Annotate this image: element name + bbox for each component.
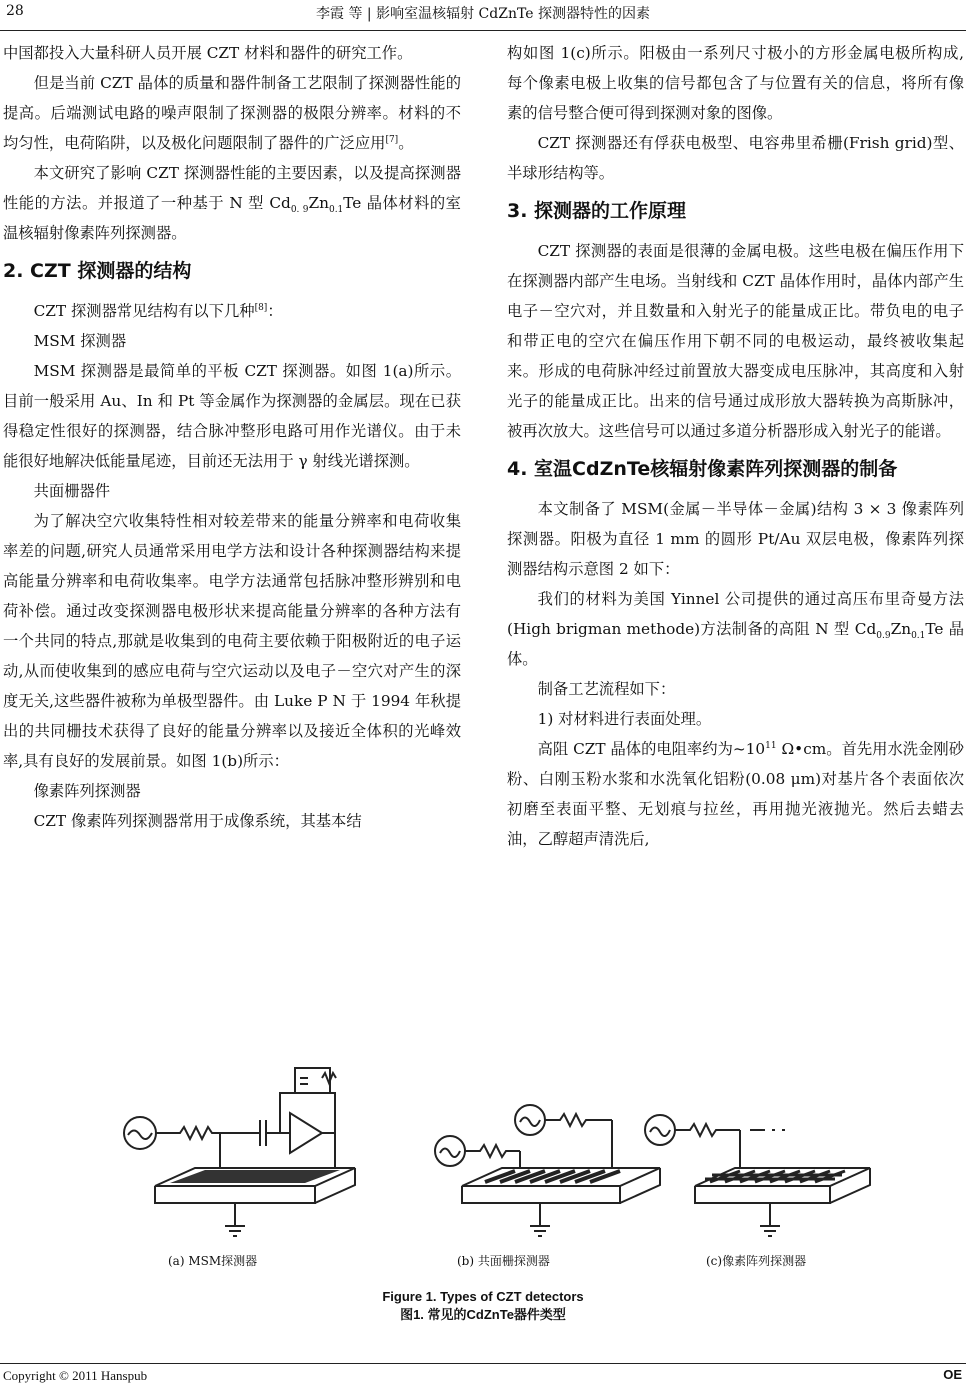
left-column bbox=[3, 38, 461, 836]
figure-title bbox=[0, 1288, 966, 1324]
msm-detector-diagram bbox=[124, 1068, 355, 1236]
list-item: 1) 对材料进行表面处理。 bbox=[537, 710, 712, 728]
page-number: 28 bbox=[6, 3, 24, 19]
right-column bbox=[507, 38, 964, 854]
paragraph: MSM 探测器是最简单的平板 CZT 探测器。如图 1(a)所示。目前一般采用 Au、In 和 Pt 等金属作为探测器的金属层。现在已获得稳定性很好的探测器，结合脉冲整形电路可用作光谱仪。由于未能很好地解决低能量尾迹，目前还无法用于 γ 射线光谱探测。 bbox=[3, 362, 461, 470]
paragraph: 本文制备了 MSM(金属－半导体－金属)结构 3 × 3 像素阵列探测器。阳极为直径 1 mm 的圆形 Pt/Au 双层电极，像素阵列探测器结构示意图 2 如下： bbox=[507, 500, 964, 578]
paragraph: 但是当前 CZT 晶体的质量和器件制备工艺限制了探测器性能的提高。后端测试电路的噪声限制了探测器的极限分辨率。材料的不均匀性，电荷陷阱，以及极化问题限制了器件的广泛应用[7]。 bbox=[3, 74, 461, 152]
paragraph: 我们的材料为美国 Yinnel 公司提供的通过高压布里奇曼方法(High brigman methode)方法制备的高阻 N 型 $Cd_{0.9}Zn_{0.1}Te$ 晶体。 bbox=[507, 590, 964, 668]
journal-abbrev: OE bbox=[943, 1367, 962, 1382]
section-heading: 4. 室温CdZnTe核辐射像素阵列探测器的制备 bbox=[507, 458, 898, 480]
page-footer bbox=[0, 1363, 966, 1387]
subheading: MSM 探测器 bbox=[33, 332, 127, 350]
pixel-array-detector-diagram bbox=[645, 1115, 870, 1236]
paragraph: 为了解决空穴收集特性相对较差带来的能量分辨率和电荷收集率差的问题,研究人员通常采用电学方法和设计各种探测器结构来提高能量分辨率和电荷收集率。电学方法通常包括脉冲整形辨别和电荷补偿。通过改变探测器电极形状来提高能量分辨率的各种方法有一个共同的特点,那就是收集到的电荷主要依赖于阳极附近的电子运动,从而使收集到的感应电荷与空穴运动以及电子－空穴对产生的深度无关,这些器件被称为单极型器件。由 Luke P N 于 1994 年秋提出的共同栅技术获得了良好的能量分辨率以及接近全体积的光峰效率,具有良好的发展前景。如图 1(b)所示： bbox=[3, 512, 461, 770]
page-header bbox=[0, 0, 966, 31]
paragraph: CZT 探测器的表面是很薄的金属电极。这些电极在偏压作用下在探测器内部产生电场。当射线和 CZT 晶体作用时，晶体内部产生电子－空穴对，并且数量和入射光子的能量成正比。带负电的电子和带正电的空穴在偏压作用下朝不同的电极运动，最终被收集起来。形成的电荷脉冲经过前置放大器变成电压脉冲，其高度和入射光子的能量成正比。出来的信号通过成形放大器转换为高斯脉冲，被再次放大。这些信号可以通过多道分析器形成入射光子的能谱。 bbox=[507, 242, 964, 440]
paragraph: 本文研究了影响 CZT 探测器性能的主要因素，以及提高探测器性能的方法。并报道了一种基于 N 型 $Cd_{0. 9}Zn_{0.1}Te$ 晶体材料的室温核辐射像素阵列探测器。 bbox=[3, 164, 461, 242]
citation: [8] bbox=[254, 302, 268, 313]
section-heading: 3. 探测器的工作原理 bbox=[507, 200, 687, 222]
paragraph: 构如图 1(c)所示。阳极由一系列尺寸极小的方形金属电极所构成, 每个像素电极上收集的信号都包含了与位置有关的信息，将所有像素的信号整合便可得到探测对象的图像。 bbox=[507, 44, 964, 122]
paragraph: CZT 像素阵列探测器常用于成像系统，其基本结 bbox=[33, 812, 362, 830]
section-heading: 2. CZT 探测器的结构 bbox=[3, 260, 192, 282]
subheading: 像素阵列探测器 bbox=[33, 782, 141, 800]
paragraph: 中国都投入大量科研人员开展 CZT 材料和器件的研究工作。 bbox=[3, 44, 413, 62]
figure-title-en: Figure 1. Types of CZT detectors bbox=[382, 1289, 584, 1304]
running-title: 李霞 等 | 影响室温核辐射 CdZnTe 探测器特性的因素 bbox=[316, 6, 650, 22]
paragraph: 制备工艺流程如下： bbox=[537, 680, 676, 698]
paragraph: CZT 探测器还有俘获电极型、电容弗里希栅(Frish grid)型、半球形结构等。 bbox=[507, 134, 964, 182]
detector-figure bbox=[100, 1058, 880, 1248]
paragraph: CZT 探测器常见结构有以下几种[8]： bbox=[33, 302, 283, 320]
caption-b: (b) 共面栅探测器 bbox=[457, 1254, 550, 1268]
copyright: Copyright © 2011 Hanspub bbox=[3, 1368, 148, 1383]
coplanar-grid-detector-diagram bbox=[435, 1105, 660, 1236]
paragraph: 高阻 CZT 晶体的电阻率约为$\sim 10^{11}$ Ω•cm。首先用水洗金刚砂粉、白刚玉粉水浆和水洗氧化铝粉(0.08 μm)对基片各个表面依次初磨至表面平整、无划痕与拉丝，再用抛光液抛光。然后去蜡去油，乙醇超声清洗后, bbox=[507, 740, 964, 848]
citation: [7] bbox=[385, 134, 399, 145]
caption-c: (c)像素阵列探测器 bbox=[706, 1254, 807, 1268]
figure-title-zh: 图1. 常见的CdZnTe器件类型 bbox=[400, 1307, 566, 1322]
subheading: 共面栅器件 bbox=[33, 482, 111, 500]
caption-a: (a) MSM探测器 bbox=[168, 1254, 258, 1268]
